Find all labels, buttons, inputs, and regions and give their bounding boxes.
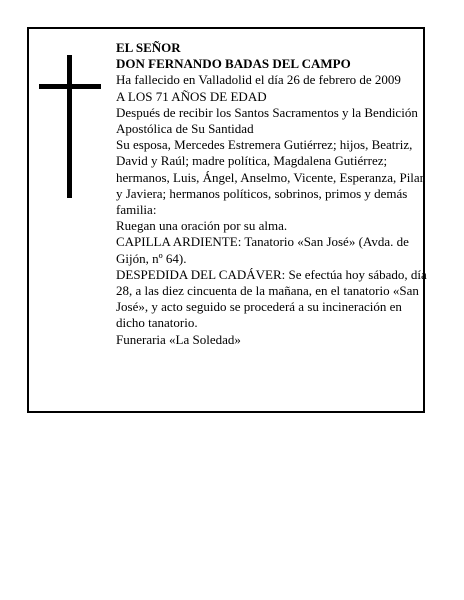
chapel-paragraph: CAPILLA ARDIENTE: Tanatorio «San José» (Avda. de Gijón, nº 64).: [116, 234, 409, 266]
notice-text: [116, 40, 428, 348]
notice-title: EL SEÑOR: [116, 40, 181, 55]
cross-vertical-bar: [67, 55, 72, 198]
sacraments-paragraph: Después de recibir los Santos Sacramentos y la Bendición Apostólica de Su Santidad: [116, 104, 418, 137]
cross-icon: [39, 55, 101, 198]
farewell-paragraph: DESPEDIDA DEL CADÁVER: Se efectúa hoy sábado, día 28, a las diez cincuenta de la mañana, en el tanatorio «San José», y acto seguido se procederá a su incineración en dicho tanatorio.: [116, 266, 427, 331]
funeral-home: Funeraria «La Soledad»: [116, 331, 241, 347]
age-line: A LOS 71 AÑOS DE EDAD: [116, 88, 267, 104]
obituary-notice: [27, 27, 425, 413]
family-paragraph: Su esposa, Mercedes Estremera Gutiérrez; hijos, Beatriz, David y Raúl; madre política, Magdalena Gutiérrez; hermanos, Luis, Ángel, Anselmo, Vicente, Esperanza, Pilar y Javiera; hermanos políticos, sobrinos, primos y demás familia:: [116, 137, 425, 218]
death-line: Ha fallecido en Valladolid el día 26 de febrero de 2009: [116, 72, 401, 88]
deceased-name: DON FERNANDO BADAS DEL CAMPO: [116, 56, 351, 72]
prayer-line: Ruegan una oración por su alma.: [116, 218, 288, 234]
cross-horizontal-bar: [39, 84, 101, 89]
